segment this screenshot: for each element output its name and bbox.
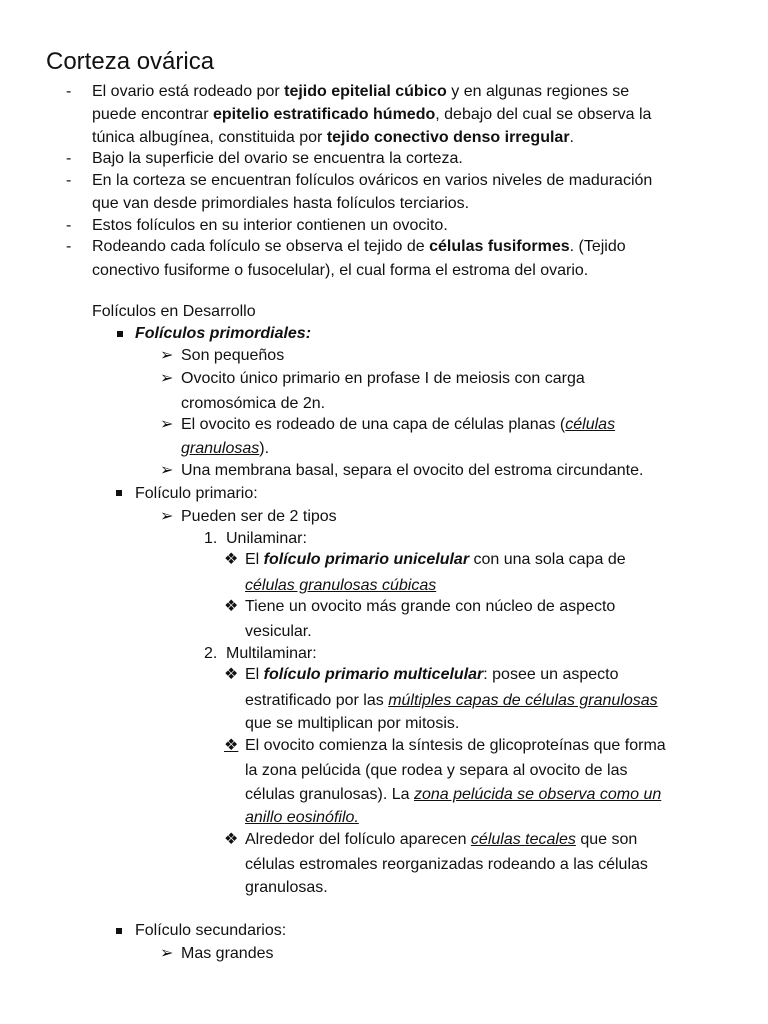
- arrow-bullet-icon: ➢: [160, 508, 174, 525]
- intro-bullet-5-line-2: conectivo fusiforme o fusocelular), el cual forma el estroma del ovario.: [92, 262, 589, 279]
- page-title: Corteza ovárica: [46, 48, 215, 75]
- arrow-bullet-icon: ➢: [160, 945, 174, 962]
- section-subtitle: Folículos en Desarrollo: [92, 303, 256, 320]
- multilaminar-item-2-line-4: anillo eosinófilo.: [245, 809, 359, 826]
- dash-bullet: -: [66, 238, 72, 255]
- secundarios-item-1: Mas grandes: [181, 945, 274, 962]
- dash-bullet: -: [66, 172, 72, 189]
- unilaminar-item-2-line-1: Tiene un ovocito más grande con núcleo de aspecto: [245, 598, 616, 615]
- intro-bullet-2: Bajo la superficie del ovario se encuentra la corteza.: [92, 150, 463, 167]
- arrow-bullet-icon: ➢: [160, 347, 174, 364]
- multilaminar-item-2-line-3: células granulosas). La zona pelúcida se observa como un: [245, 786, 662, 803]
- intro-bullet-1-line-1: El ovario está rodeado por tejido epitelial cúbico y en algunas regiones se: [92, 83, 630, 100]
- diamond-bullet-icon: ❖: [224, 666, 239, 683]
- diamond-bullet-icon: ❖: [224, 737, 239, 754]
- dash-bullet: -: [66, 83, 72, 100]
- unilaminar-item-2-line-2: vesicular.: [245, 623, 312, 640]
- primordiales-item-3-line-1: El ovocito es rodeado de una capa de células planas (células: [181, 416, 616, 433]
- intro-bullet-3-line-2: que van desde primordiales hasta folículos terciarios.: [92, 195, 470, 212]
- intro-bullet-5-line-1: Rodeando cada folículo se observa el tejido de células fusiformes. (Tejido: [92, 238, 626, 255]
- multilaminar-item-1-line-2: estratificado por las múltiples capas de células granulosas: [245, 692, 658, 709]
- primordiales-heading: Folículos primordiales:: [135, 325, 312, 342]
- primordiales-item-4: Una membrana basal, separa el ovocito del estroma circundante.: [181, 462, 644, 479]
- intro-bullet-4: Estos folículos en su interior contienen un ovocito.: [92, 217, 448, 234]
- primordiales-item-2-line-2: cromosómica de 2n.: [181, 395, 326, 412]
- square-bullet: [117, 331, 123, 337]
- dash-bullet: -: [66, 217, 72, 234]
- diamond-bullet-icon: ❖: [224, 551, 239, 568]
- unilaminar-item-1-line-2: células granulosas cúbicas: [245, 577, 437, 594]
- multilaminar-item-3-line-3: granulosas.: [245, 879, 328, 896]
- unilaminar-number: 1.: [204, 530, 218, 547]
- diamond-bullet-icon: ❖: [224, 831, 239, 848]
- multilaminar-item-2-line-2: la zona pelúcida (que rodea y separa al ovocito de las: [245, 762, 628, 779]
- arrow-bullet-icon: ➢: [160, 416, 174, 433]
- square-bullet: [116, 928, 122, 934]
- arrow-bullet-icon: ➢: [160, 462, 174, 479]
- square-bullet: [116, 490, 122, 496]
- primordiales-item-1: Son pequeños: [181, 347, 285, 364]
- multilaminar-number: 2.: [204, 645, 218, 662]
- primario-heading: Folículo primario:: [135, 485, 258, 502]
- multilaminar-label: Multilaminar:: [226, 645, 317, 662]
- intro-bullet-1-line-3: túnica albugínea, constituida por tejido conectivo denso irregular.: [92, 129, 574, 146]
- secundarios-heading: Folículo secundarios:: [135, 922, 287, 939]
- multilaminar-item-3-line-2: células estromales reorganizadas rodeando a las células: [245, 856, 648, 873]
- diamond-bullet-icon: ❖: [224, 598, 239, 615]
- primordiales-item-3-line-2: granulosas).: [181, 440, 270, 457]
- dash-bullet: -: [66, 150, 72, 167]
- intro-bullet-3-line-1: En la corteza se encuentran folículos ováricos en varios niveles de maduración: [92, 172, 653, 189]
- intro-bullet-1-line-2: puede encontrar epitelio estratificado húmedo, debajo del cual se observa la: [92, 106, 652, 123]
- primario-item-1: Pueden ser de 2 tipos: [181, 508, 337, 525]
- multilaminar-item-2-line-1: El ovocito comienza la síntesis de glicoproteínas que forma: [245, 737, 666, 754]
- multilaminar-item-3-line-1: Alrededor del folículo aparecen células tecales que son: [245, 831, 638, 848]
- unilaminar-label: Unilaminar:: [226, 530, 307, 547]
- multilaminar-item-1-line-3: que se multiplican por mitosis.: [245, 715, 460, 732]
- primordiales-item-2-line-1: Ovocito único primario en profase I de meiosis con carga: [181, 370, 585, 387]
- multilaminar-item-1-line-1: El folículo primario multicelular: posee un aspecto: [245, 666, 619, 683]
- unilaminar-item-1-line-1: El folículo primario unicelular con una sola capa de: [245, 551, 626, 568]
- arrow-bullet-icon: ➢: [160, 370, 174, 387]
